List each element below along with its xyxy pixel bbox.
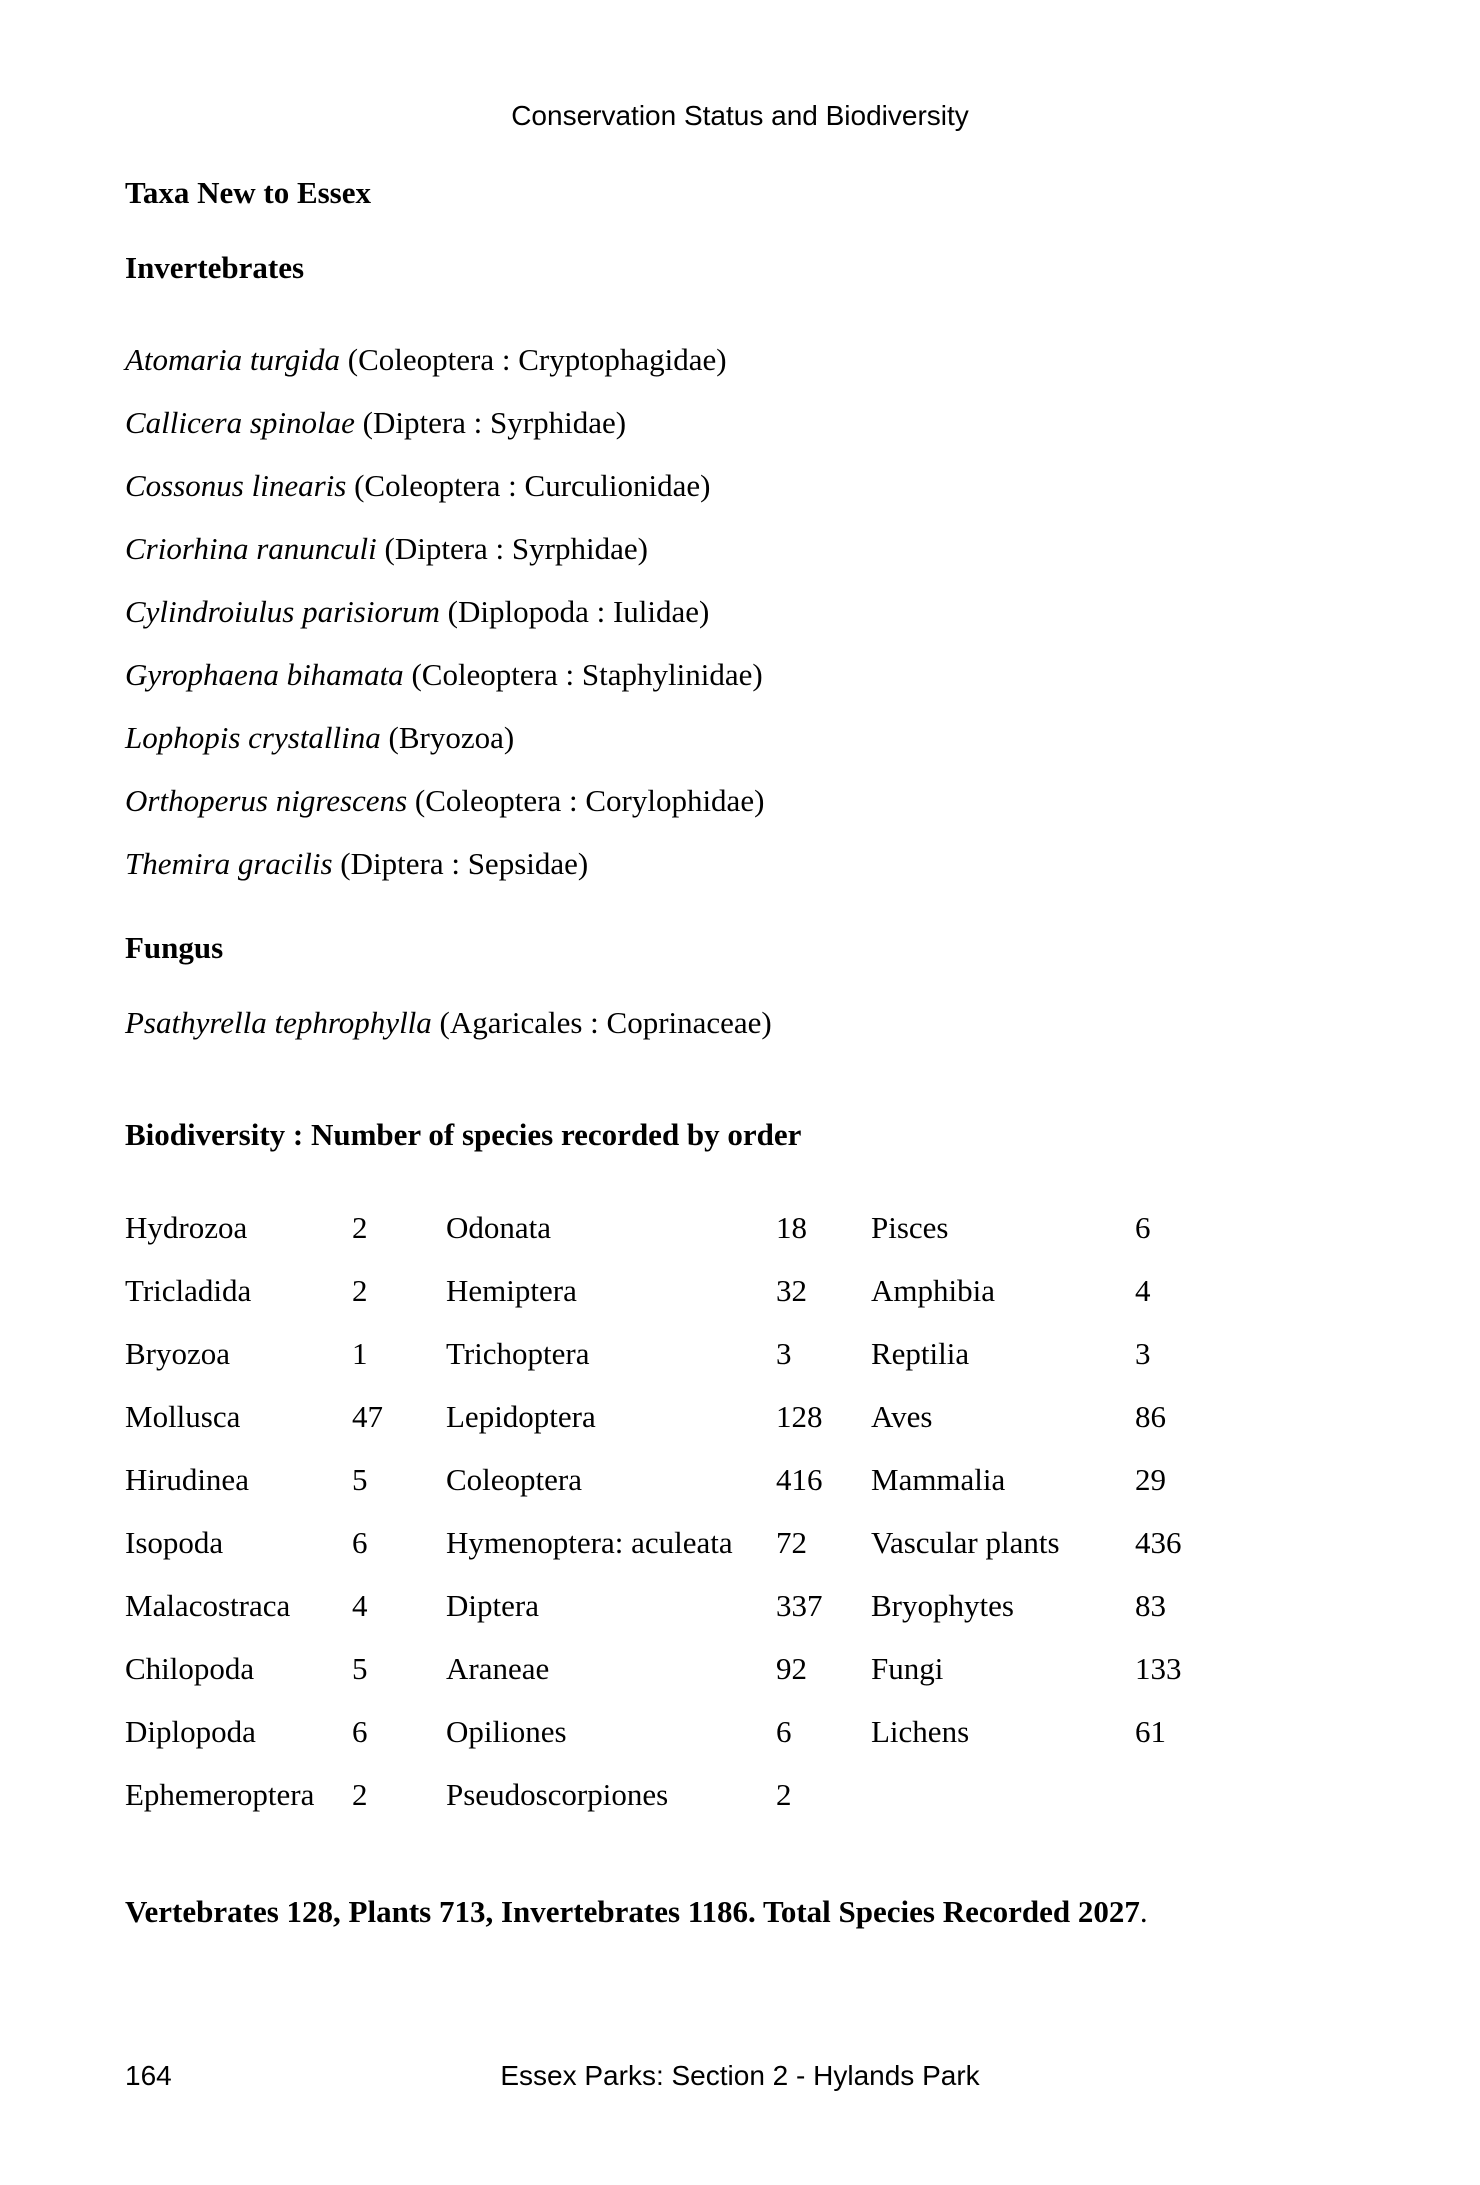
order-count: 1: [352, 1336, 368, 1371]
taxon-classification: (Coleoptera : Corylophidae): [414, 783, 765, 818]
taxon-classification: (Diplopoda : Iulidae): [447, 594, 710, 629]
order-name: Lepidoptera: [446, 1399, 596, 1434]
order-count: 5: [352, 1462, 368, 1497]
taxon-item: [125, 1005, 772, 1041]
order-count: 6: [1135, 1210, 1151, 1245]
taxon-name: Gyrophaena bihamata: [125, 657, 404, 692]
order-count: 3: [1135, 1336, 1151, 1371]
taxon-classification: (Coleoptera : Staphylinidae): [411, 657, 763, 692]
taxon-item: [125, 783, 764, 819]
taxon-name: Callicera spinolae: [125, 405, 355, 440]
taxon-name: Orthoperus nigrescens: [125, 783, 408, 818]
order-name: Bryozoa: [125, 1336, 231, 1371]
taxon-item: [125, 720, 514, 756]
order-name: Coleoptera: [446, 1462, 583, 1497]
order-name: Chilopoda: [125, 1651, 255, 1686]
order-count: 47: [352, 1399, 383, 1434]
taxon-name: Lophopis crystallina: [125, 720, 381, 755]
order-count: 416: [776, 1462, 823, 1497]
taxon-item: [125, 594, 709, 630]
order-count: 2: [352, 1210, 368, 1245]
taxon-classification: (Diptera : Sepsidae): [340, 846, 589, 881]
taxon-name: Cylindroiulus parisiorum: [125, 594, 440, 629]
order-name: Opiliones: [446, 1714, 567, 1749]
taxon-classification: (Agaricales : Coprinaceae): [439, 1005, 772, 1040]
totals-summary: [125, 1894, 1148, 1930]
order-name: Pisces: [871, 1210, 949, 1245]
order-count: 29: [1135, 1462, 1166, 1497]
invertebrates-heading: Invertebrates: [125, 250, 305, 285]
taxon-name: Criorhina ranunculi: [125, 531, 377, 566]
taxon-name: Themira gracilis: [125, 846, 333, 881]
order-count: 86: [1135, 1399, 1166, 1434]
order-count: 61: [1135, 1714, 1166, 1749]
section-title: Taxa New to Essex: [125, 175, 372, 210]
taxon-classification: (Diptera : Syrphidae): [362, 405, 627, 440]
taxon-name: Atomaria turgida: [125, 342, 341, 377]
order-name: Hydrozoa: [125, 1210, 248, 1245]
order-name: Diplopoda: [125, 1714, 256, 1749]
order-name: Amphibia: [871, 1273, 995, 1308]
order-count: 5: [352, 1651, 368, 1686]
taxon-classification: (Bryozoa): [388, 720, 515, 755]
order-name: Lichens: [871, 1714, 970, 1749]
order-name: Mammalia: [871, 1462, 1006, 1497]
order-count: 32: [776, 1273, 807, 1308]
taxon-item: [125, 468, 711, 504]
order-name: Trichoptera: [446, 1336, 590, 1371]
order-count: 2: [352, 1273, 368, 1308]
order-name: Ephemeroptera: [125, 1777, 315, 1812]
taxon-item: [125, 657, 763, 693]
order-name: Aves: [871, 1399, 933, 1434]
order-count: 4: [1135, 1273, 1151, 1308]
taxon-name: Psathyrella tephrophylla: [125, 1005, 432, 1040]
order-count: 2: [776, 1777, 792, 1812]
order-name: Pseudoscorpiones: [446, 1777, 669, 1812]
order-count: 128: [776, 1399, 823, 1434]
order-count: 337: [776, 1588, 823, 1623]
order-count: 72: [776, 1525, 807, 1560]
order-count: 436: [1135, 1525, 1182, 1560]
order-count: 6: [776, 1714, 792, 1749]
taxon-classification: (Coleoptera : Curculionidae): [354, 468, 711, 503]
order-count: 83: [1135, 1588, 1166, 1623]
order-name: Hirudinea: [125, 1462, 249, 1497]
taxon-classification: (Diptera : Syrphidae): [384, 531, 648, 566]
order-name: Diptera: [446, 1588, 539, 1623]
order-name: Bryophytes: [871, 1588, 1014, 1623]
taxon-classification: (Coleoptera : Cryptophagidae): [347, 342, 727, 377]
taxon-item: [125, 531, 648, 567]
order-name: Tricladida: [125, 1273, 252, 1308]
order-name: Fungi: [871, 1651, 944, 1686]
order-count: 6: [352, 1525, 368, 1560]
order-name: Mollusca: [125, 1399, 241, 1434]
order-count: 92: [776, 1651, 807, 1686]
order-name: Malacostraca: [125, 1588, 291, 1623]
order-count: 18: [776, 1210, 807, 1245]
taxon-item: [125, 846, 588, 882]
order-count: 133: [1135, 1651, 1182, 1686]
order-count: 4: [352, 1588, 368, 1623]
totals-trailing: .: [1139, 1894, 1148, 1929]
fungus-heading: Fungus: [125, 930, 224, 965]
order-name: Vascular plants: [871, 1525, 1060, 1560]
taxon-name: Cossonus linearis: [125, 468, 347, 503]
order-name: Araneae: [446, 1651, 550, 1686]
order-count: 6: [352, 1714, 368, 1749]
order-name: Reptilia: [871, 1336, 970, 1371]
running-header: Conservation Status and Biodiversity: [511, 100, 969, 131]
taxon-item: [125, 405, 626, 441]
order-count: 2: [352, 1777, 368, 1812]
order-name: Odonata: [446, 1210, 552, 1245]
page-number: 164: [125, 2060, 172, 2091]
footer-title: Essex Parks: Section 2 - Hylands Park: [500, 2060, 980, 2091]
order-name: Isopoda: [125, 1525, 224, 1560]
biodiversity-heading: Biodiversity : Number of species recorded by order: [125, 1117, 802, 1152]
totals-text: Vertebrates 128, Plants 713, Invertebrates 1186. Total Species Recorded 2027: [125, 1894, 1140, 1929]
order-name: Hemiptera: [446, 1273, 577, 1308]
order-name: Hymenoptera: aculeata: [446, 1525, 733, 1560]
order-count: 3: [776, 1336, 792, 1371]
taxon-item: [125, 342, 727, 378]
